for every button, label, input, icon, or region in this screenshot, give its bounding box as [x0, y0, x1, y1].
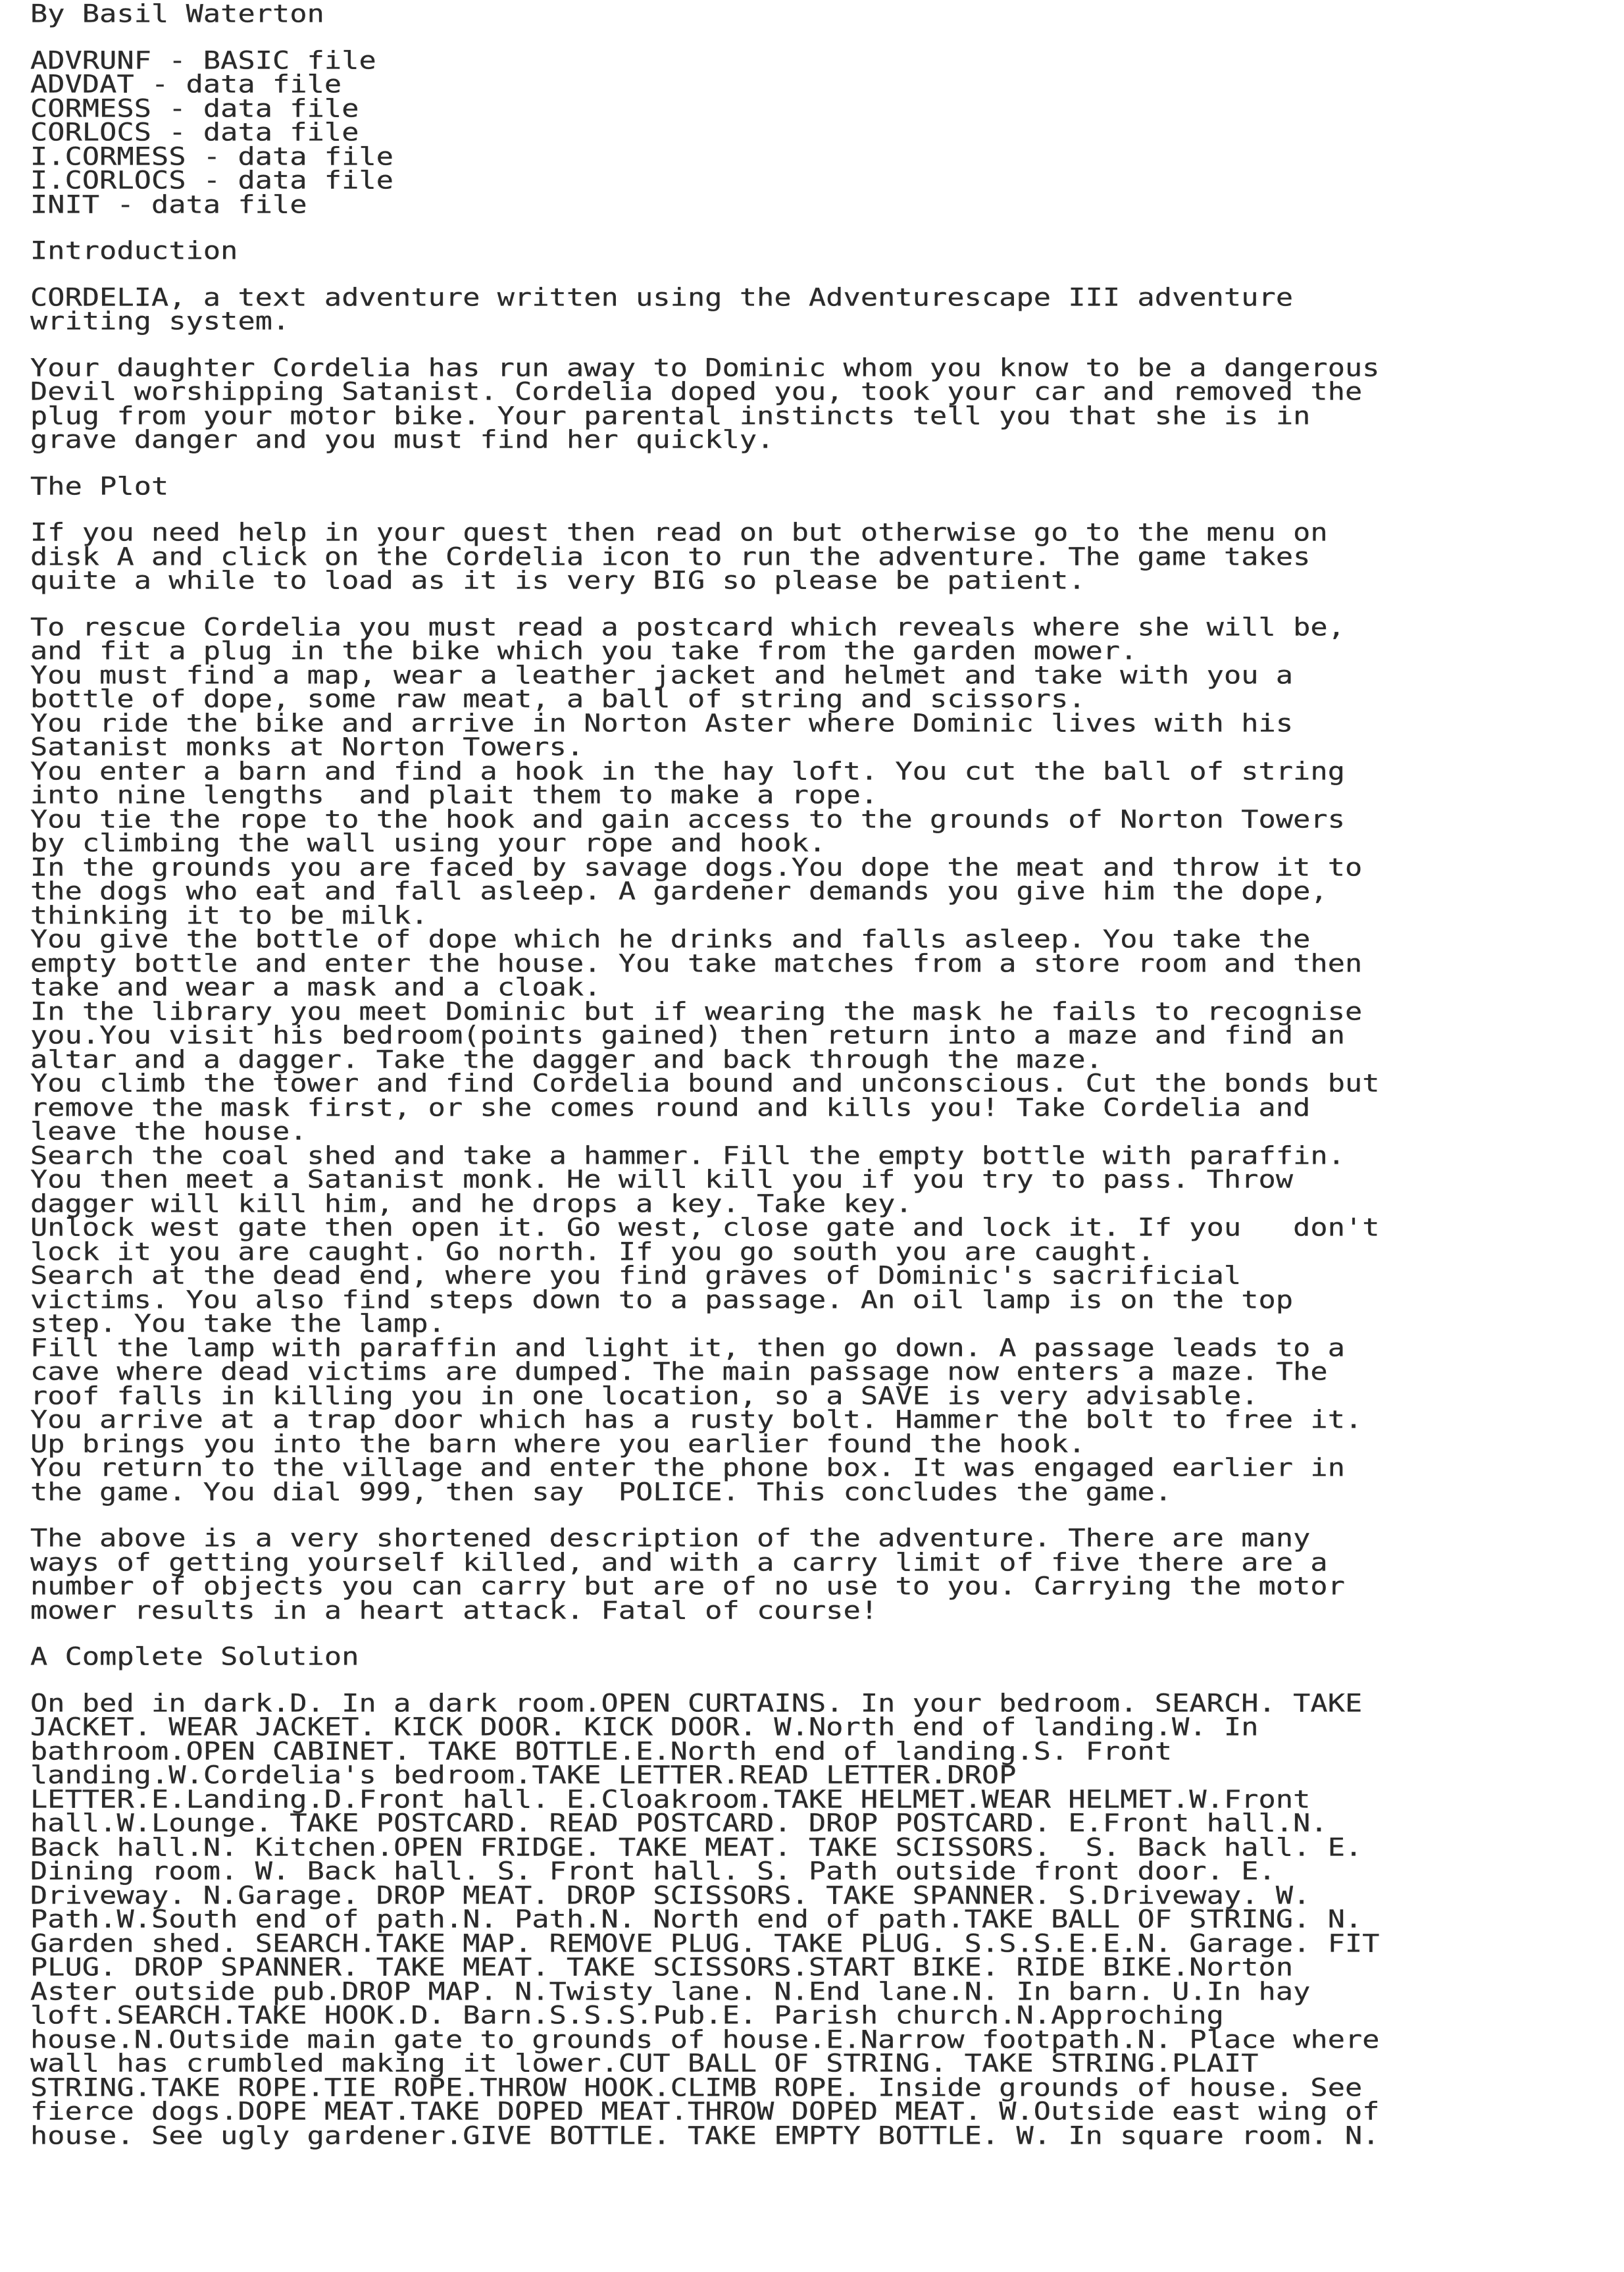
solution-line: Dining room. W. Back hall. S. Front hall. S. Path outside front door. E. — [30, 1857, 1276, 1886]
text-line: You then meet a Satanist monk. He will kill you if you try to pass. Throw — [30, 1165, 1294, 1194]
plot-heading: The Plot — [30, 472, 169, 501]
text-line: If you need help in your quest then read on but otherwise go to the menu on — [30, 518, 1328, 547]
introduction-paragraph-1 — [30, 283, 1583, 336]
document-page — [30, 0, 1583, 2150]
text-line: You ride the bike and arrive in Norton Aster where Dominic lives with his — [30, 709, 1294, 738]
text-line: roof falls in killing you in one location, so a SAVE is very advisable. — [30, 1381, 1259, 1410]
solution-line: loft.SEARCH.TAKE HOOK.D. Barn.S.S.S.Pub.E. Parish church.N.Approching — [30, 2001, 1224, 2030]
text-line: Your daughter Cordelia has run away to Dominic whom you know to be a dangerous — [30, 353, 1380, 382]
file-list-item: ADVRUNF - BASIC file — [30, 46, 376, 75]
text-line: bottle of dope, some raw meat, a ball of string and scissors. — [30, 684, 1086, 713]
text-line: Up brings you into the barn where you earlier found the hook. — [30, 1430, 1086, 1459]
text-line: writing system. — [30, 307, 290, 336]
solution-line: Path.W.South end of path.N. Path.N. North end of path.TAKE BALL OF STRING. N. — [30, 1905, 1363, 1934]
introduction-heading: Introduction — [30, 236, 238, 265]
file-list-item: ADVDAT - data file — [30, 70, 342, 99]
text-line: You give the bottle of dope which he drinks and falls asleep. You take the — [30, 925, 1311, 954]
text-line: Satanist monks at Norton Towers. — [30, 733, 584, 762]
solution-heading: A Complete Solution — [30, 1642, 359, 1671]
text-line: into nine lengths and plait them to make a rope. — [30, 781, 878, 810]
solution-line: Driveway. N.Garage. DROP MEAT. DROP SCISSORS. TAKE SPANNER. S.Driveway. W. — [30, 1881, 1311, 1910]
text-line: Unlock west gate then open it. Go west, close gate and lock it. If you don't — [30, 1213, 1380, 1242]
plot-section — [30, 472, 1583, 1625]
text-line: disk A and click on the Cordelia icon to run the adventure. The game takes — [30, 542, 1311, 571]
text-line: You enter a barn and find a hook in the hay loft. You cut the ball of string — [30, 757, 1345, 786]
solution-line: PLUG. DROP SPANNER. TAKE MEAT. TAKE SCISSORS.START BIKE. RIDE BIKE.Norton — [30, 1953, 1294, 1982]
text-line: Devil worshipping Satanist. Cordelia doped you, took your car and removed the — [30, 377, 1363, 406]
text-line: dagger will kill him, and he drops a key. Take key. — [30, 1189, 913, 1218]
text-line: remove the mask first, or she comes round and kills you! Take Cordelia and — [30, 1093, 1311, 1122]
text-line: the game. You dial 999, then say POLICE. This concludes the game. — [30, 1478, 1173, 1507]
text-line: step. You take the lamp. — [30, 1309, 445, 1338]
text-line: ways of getting yourself killed, and with a carry limit of five there are a — [30, 1548, 1328, 1577]
text-line: Search at the dead end, where you find graves of Dominic's sacrificial — [30, 1261, 1242, 1290]
text-line: grave danger and you must find her quickly. — [30, 425, 774, 454]
text-line: leave the house. — [30, 1117, 307, 1146]
solution-section — [30, 1642, 1583, 2150]
text-line: In the library you meet Dominic but if wearing the mask he fails to recognise — [30, 997, 1363, 1026]
text-line: quite a while to load as it is very BIG so please be patient. — [30, 566, 1086, 595]
text-line: mower results in a heart attack. Fatal of course! — [30, 1596, 878, 1625]
text-line: You must find a map, wear a leather jacket and helmet and take with you a — [30, 661, 1294, 690]
solution-text — [30, 1689, 1583, 2150]
text-line: by climbing the wall using your rope and hook. — [30, 829, 826, 858]
text-line: CORDELIA, a text adventure written using the Adventurescape III adventure — [30, 283, 1294, 312]
text-line: The above is a very shortened description of the adventure. There are many — [30, 1524, 1311, 1553]
file-list-item: I.CORLOCS - data file — [30, 166, 394, 195]
text-line: You return to the village and enter the phone box. It was engaged earlier in — [30, 1453, 1345, 1482]
text-line: In the grounds you are faced by savage dogs.You dope the meat and throw it to — [30, 853, 1363, 882]
solution-line: Garden shed. SEARCH.TAKE MAP. REMOVE PLUG. TAKE PLUG. S.S.S.E.E.N. Garage. FIT — [30, 1929, 1380, 1958]
text-line: plug from your motor bike. Your parental instincts tell you that she is in — [30, 401, 1311, 430]
solution-line: STRING.TAKE ROPE.TIE ROPE.THROW HOOK.CLIMB ROPE. Inside grounds of house. See — [30, 2073, 1363, 2102]
introduction-section — [30, 236, 1583, 454]
file-list-item: CORLOCS - data file — [30, 118, 359, 147]
solution-line: LETTER.E.Landing.D.Front hall. E.Cloakroom.TAKE HELMET.WEAR HELMET.W.Front — [30, 1785, 1311, 1814]
text-line: thinking it to be milk. — [30, 901, 428, 930]
solution-line: bathroom.OPEN CABINET. TAKE BOTTLE.E.North end of landing.S. Front — [30, 1737, 1173, 1766]
solution-line: On bed in dark.D. In a dark room.OPEN CURTAINS. In your bedroom. SEARCH. TAKE — [30, 1689, 1363, 1718]
file-list-item: CORMESS - data file — [30, 94, 359, 123]
text-line: you.You visit his bedroom(points gained) then return into a maze and find an — [30, 1021, 1345, 1050]
solution-line: wall has crumbled making it lower.CUT BALL OF STRING. TAKE STRING.PLAIT — [30, 2049, 1259, 2078]
solution-line: hall.W.Lounge. TAKE POSTCARD. READ POSTCARD. DROP POSTCARD. E.Front hall.N. — [30, 1809, 1328, 1838]
text-line: altar and a dagger. Take the dagger and back through the maze. — [30, 1045, 1103, 1074]
solution-line: landing.W.Cordelia's bedroom.TAKE LETTER.READ LETTER.DROP — [30, 1761, 1017, 1790]
author-text: By Basil Waterton — [30, 0, 324, 28]
text-line: victims. You also find steps down to a passage. An oil lamp is on the top — [30, 1285, 1294, 1314]
text-line: You climb the tower and find Cordelia bound and unconscious. Cut the bonds but — [30, 1069, 1380, 1098]
file-list — [30, 46, 1583, 219]
text-line: cave where dead victims are dumped. The main passage now enters a maze. The — [30, 1357, 1328, 1386]
plot-paragraph-1 — [30, 518, 1583, 595]
text-line: take and wear a mask and a cloak. — [30, 973, 601, 1002]
text-line: To rescue Cordelia you must read a postcard which reveals where she will be, — [30, 613, 1345, 642]
text-line: empty bottle and enter the house. You take matches from a store room and then — [30, 949, 1363, 978]
text-line: number of objects you can carry but are of no use to you. Carrying the motor — [30, 1572, 1345, 1601]
solution-line: house.N.Outside main gate to grounds of house.E.Narrow footpath.N. Place where — [30, 2025, 1380, 2054]
text-line: lock it you are caught. Go north. If you go south you are caught. — [30, 1237, 1155, 1266]
spacer — [30, 454, 1583, 477]
file-list-item: INIT - data file — [30, 190, 307, 219]
solution-line: JACKET. WEAR JACKET. KICK DOOR. KICK DOOR. W.North end of landing.W. In — [30, 1713, 1259, 1742]
solution-line: fierce dogs.DOPE MEAT.TAKE DOPED MEAT.THROW DOPED MEAT. W.Outside east wing of — [30, 2097, 1380, 2126]
text-line: You tie the rope to the hook and gain access to the grounds of Norton Towers — [30, 805, 1345, 834]
author-line — [30, 0, 1583, 28]
solution-line: Back hall.N. Kitchen.OPEN FRIDGE. TAKE MEAT. TAKE SCISSORS. S. Back hall. E. — [30, 1833, 1363, 1862]
plot-paragraph-3 — [30, 1524, 1583, 1625]
introduction-paragraph-2 — [30, 353, 1583, 454]
text-line: Search the coal shed and take a hammer. Fill the empty bottle with paraffin. — [30, 1141, 1345, 1170]
text-line: and fit a plug in the bike which you take from the garden mower. — [30, 636, 1138, 665]
text-line: Fill the lamp with paraffin and light it, then go down. A passage leads to a — [30, 1333, 1345, 1362]
file-list-item: I.CORMESS - data file — [30, 142, 394, 171]
text-line: You arrive at a trap door which has a rusty bolt. Hammer the bolt to free it. — [30, 1405, 1363, 1434]
solution-line: Aster outside pub.DROP MAP. N.Twisty lane. N.End lane.N. In barn. U.In hay — [30, 1977, 1311, 2006]
plot-paragraph-2 — [30, 613, 1583, 1507]
text-line: the dogs who eat and fall asleep. A gardener demands you give him the dope, — [30, 877, 1328, 906]
solution-line: house. See ugly gardener.GIVE BOTTLE. TAKE EMPTY BOTTLE. W. In square room. N. — [30, 2121, 1380, 2150]
spacer — [30, 219, 1583, 241]
